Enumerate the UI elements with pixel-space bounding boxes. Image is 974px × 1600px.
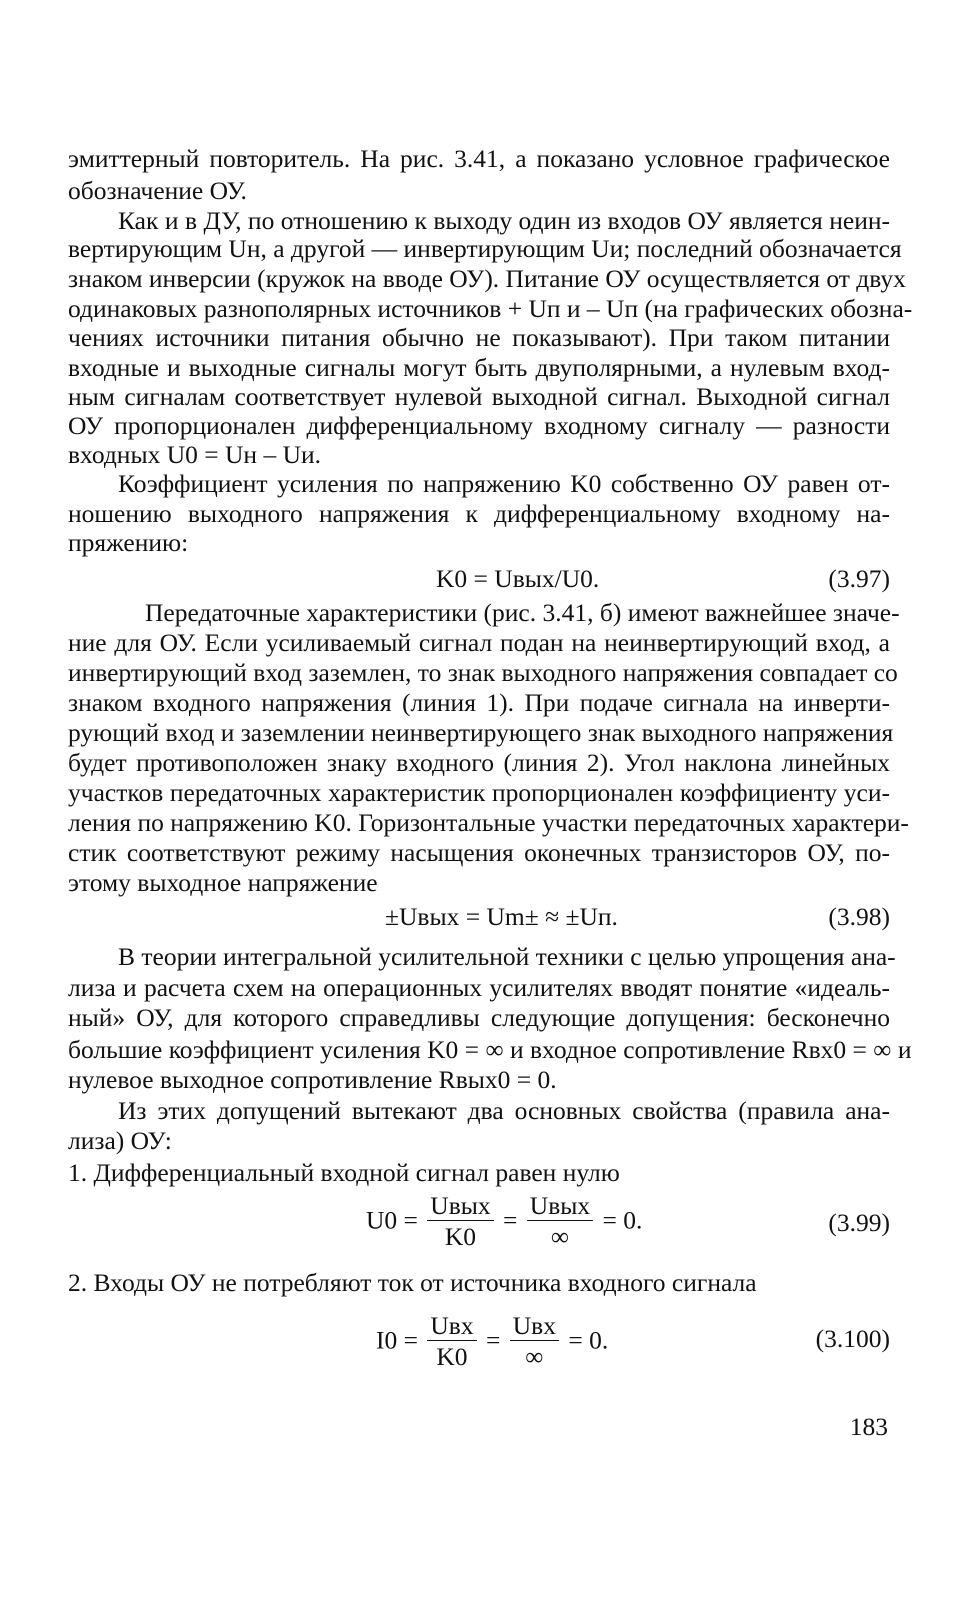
- text-line: будет противоположен знаку входного (линия 2). Угол наклона линейных: [68, 748, 890, 777]
- text-line: обозначение ОУ.: [68, 176, 247, 205]
- text-line: нулевое выходное сопротивление Rвых0 = 0.: [68, 1065, 557, 1094]
- text-line: ным сигналам соответствует нулевой выходной сигнал. Выходной сигнал: [68, 382, 890, 411]
- fraction-denominator: ∞: [525, 1342, 544, 1371]
- equation-number: (3.100): [815, 1324, 890, 1353]
- equation-body: [366, 1192, 642, 1253]
- text-line: Как и в ДУ, по отношению к выходу один из входов ОУ является неин-: [118, 206, 890, 235]
- text-line: участков передаточных характеристик пропорционален коэффициенту уси-: [68, 778, 890, 807]
- fraction: [427, 1192, 493, 1253]
- page-number: 183: [849, 1412, 888, 1441]
- fraction-numerator: Uвх: [427, 1312, 476, 1341]
- text-line: большие коэффициент усиления K0 = ∞ и входное сопротивление Rвх0 = ∞ и: [68, 1035, 912, 1064]
- text-line: вертирующим Uн, а другой — инвертирующим Uи; последний обозначается: [68, 234, 902, 263]
- fraction-numerator: Uвых: [527, 1192, 593, 1221]
- text-line: лиза и расчета схем на операционных усилителях вводят понятие «идеаль-: [68, 973, 890, 1002]
- equation-lhs: U0 =: [366, 1205, 418, 1235]
- text-line: лиза) ОУ:: [68, 1126, 172, 1155]
- text-line: входных U0 = Uн – Uи.: [68, 440, 322, 469]
- fraction-denominator: ∞: [550, 1222, 570, 1251]
- text-line: ОУ пропорционален дифференциальному входному сигналу — разности: [68, 411, 890, 440]
- equation-body: K0 = Uвых/U0.: [436, 564, 600, 593]
- equation-body: ±Uвых = Um± ≈ ±Uп.: [385, 902, 618, 931]
- equation-number: (3.97): [828, 564, 890, 593]
- equals-sign: =: [503, 1205, 518, 1235]
- fraction: [510, 1312, 559, 1373]
- text-line: ный» ОУ, для которого справедливы следующие допущения: бесконечно: [68, 1003, 890, 1032]
- fraction-denominator: K0: [436, 1342, 468, 1371]
- text-line: знаком инверсии (кружок на вводе ОУ). Питание ОУ осуществляется от двух: [68, 264, 906, 293]
- text-line: 1. Дифференциальный входной сигнал равен нулю: [68, 1158, 620, 1187]
- equals-sign: =: [485, 1325, 501, 1355]
- text-line: входные и выходные сигналы могут быть двуполярными, а нулевым вход-: [68, 353, 890, 382]
- text-line: ления по напряжению K0. Горизонтальные участки передаточных характери-: [68, 808, 909, 837]
- text-line: пряжению:: [68, 528, 189, 557]
- equation-number: (3.99): [828, 1208, 890, 1237]
- text-line: эмиттерный повторитель. На рис. 3.41, а показано условное графическое: [68, 144, 890, 173]
- equation-number: (3.98): [828, 902, 890, 931]
- text-line: Передаточные характеристики (рис. 3.41, б) имеют важнейшее значе-: [145, 598, 900, 627]
- equation-lhs: I0 =: [376, 1325, 418, 1355]
- fraction-numerator: Uвых: [427, 1192, 493, 1221]
- fraction-numerator: Uвх: [510, 1312, 559, 1341]
- text-line: Коэффициент усиления по напряжению K0 собственно ОУ равен от-: [118, 469, 890, 498]
- text-line: рующий вход и заземлении неинвертирующего знак выходного напряжения: [68, 718, 894, 747]
- fraction-denominator: K0: [444, 1222, 477, 1251]
- text-line: чениях источники питания обычно не показывают). При таком питании: [68, 323, 890, 352]
- text-line: Из этих допущений вытекают два основных свойства (правила ана-: [118, 1096, 890, 1125]
- text-line: одинаковых разнополярных источников + Uп и – Uп (на графических обозна-: [68, 294, 913, 323]
- text-line: В теории интегральной усилительной техники с целью упрощения ана-: [118, 942, 896, 971]
- text-line: знаком входного напряжения (линия 1). При подаче сигнала на инверти-: [68, 688, 890, 717]
- text-line: этому выходное напряжение: [68, 868, 378, 897]
- text-line: стик соответствуют режиму насыщения оконечных транзисторов ОУ, по-: [68, 838, 890, 867]
- text-line: инвертирующий вход заземлен, то знак выходного напряжения совпадает со: [68, 658, 898, 687]
- text-line: ние для ОУ. Если усиливаемый сигнал подан на неинвертирующий вход, а: [68, 628, 890, 657]
- text-line: 2. Входы ОУ не потребляют ток от источника входного сигнала: [68, 1268, 757, 1297]
- equation-tail: = 0.: [602, 1205, 643, 1235]
- equation-body: [376, 1312, 608, 1373]
- text-line: ношению выходного напряжения к дифференциальному входному на-: [68, 499, 890, 528]
- fraction: [527, 1192, 593, 1253]
- fraction: [427, 1312, 476, 1373]
- equation-tail: = 0.: [568, 1325, 609, 1355]
